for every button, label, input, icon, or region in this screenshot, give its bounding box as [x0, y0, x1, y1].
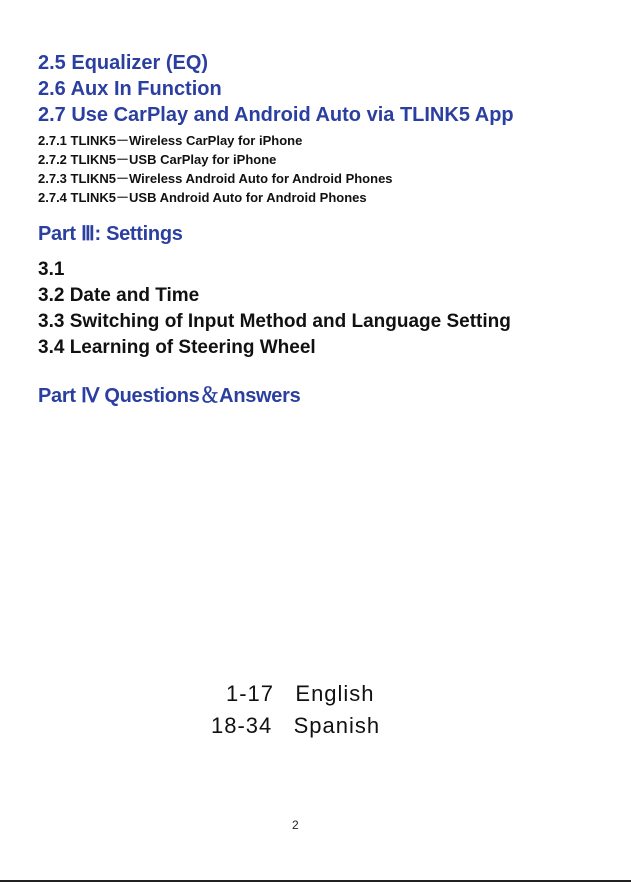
- toc-entry-2-7-2: 2.7.2 TLIKN5－USB CarPlay for iPhone: [38, 152, 277, 167]
- toc-entry-2-7-4: 2.7.4 TLINK5－USB Android Auto for Android Phones: [38, 190, 367, 205]
- toc-entry-3-1: 3.1: [38, 259, 65, 280]
- toc-entry-2-7: 2.7 Use CarPlay and Android Auto via TLINK5 App: [38, 104, 514, 126]
- language-pages: 1-17: [226, 681, 275, 706]
- toc-entry-3-3: 3.3 Switching of Input Method and Language Setting: [38, 311, 511, 332]
- bottom-divider: [0, 880, 631, 882]
- part-3-heading: Part Ⅲ: Settings: [38, 223, 183, 245]
- toc-entry-3-4: 3.4 Learning of Steering Wheel: [38, 337, 316, 358]
- language-name: English: [295, 681, 375, 706]
- toc-entry-2-7-3: 2.7.3 TLIKN5－Wireless Android Auto for Android Phones: [38, 171, 393, 186]
- page-number: 2: [292, 818, 299, 832]
- language-name: Spanish: [293, 713, 381, 738]
- language-pages: 18-34: [211, 713, 273, 738]
- language-spanish-row: [211, 713, 380, 739]
- toc-entry-2-5: 2.5 Equalizer (EQ): [38, 52, 209, 74]
- toc-entry-2-6: 2.6 Aux In Function: [38, 78, 222, 100]
- part-4-heading: Part Ⅳ Questions＆Answers: [38, 385, 301, 407]
- language-english-row: [226, 681, 375, 707]
- toc-entry-2-7-1: 2.7.1 TLINK5－Wireless CarPlay for iPhone: [38, 133, 303, 148]
- toc-entry-3-2: 3.2 Date and Time: [38, 285, 200, 306]
